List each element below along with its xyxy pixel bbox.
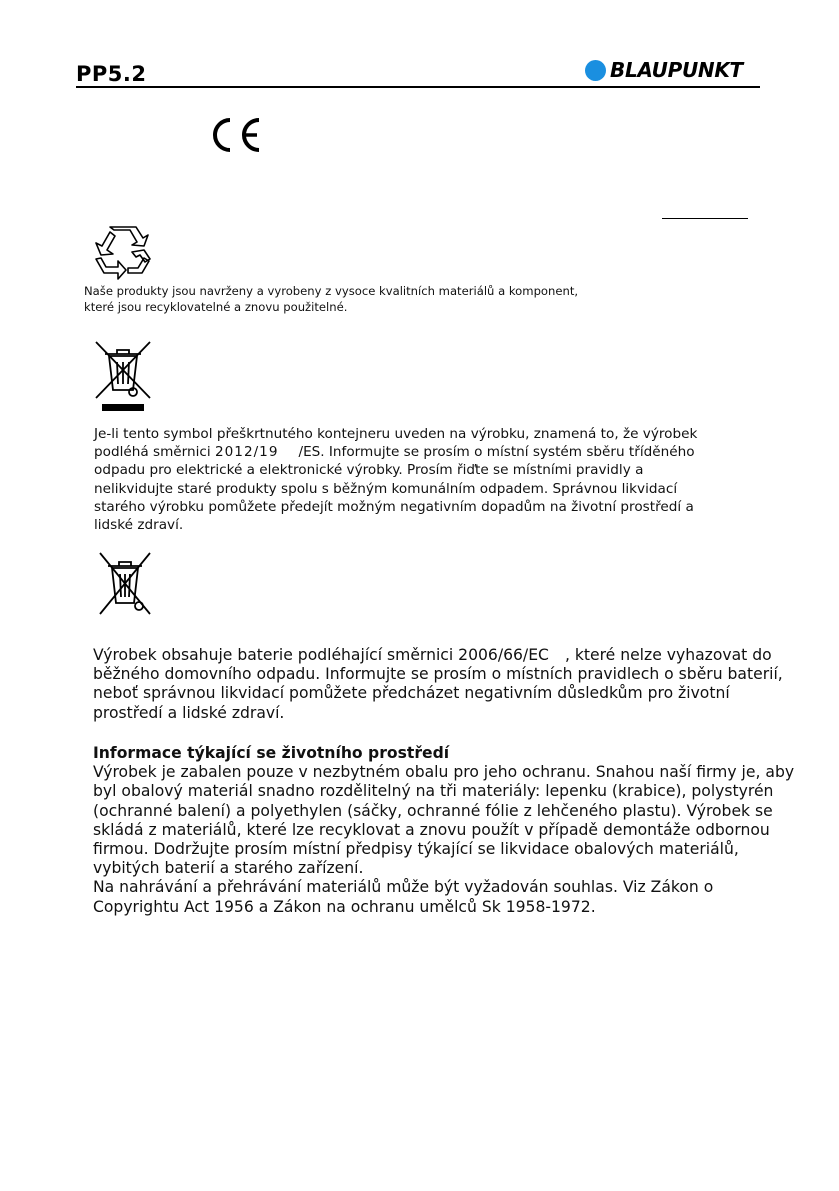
environment-section [93,744,794,917]
directive-tail: /ES. Informujte se prosím o místní systém sběru tříděného [298,444,695,461]
text-line: Je-li tento symbol přeškrtnutého kontejneru uveden na výrobku, znamená to, že výrobek [94,426,698,442]
text-line: byl obalový materiál snadno rozdělitelný na tři materiály: lepenku (krabice), polystyrén [93,782,774,801]
text-line: neboť správnou likvidací pomůžete předcházet negativním důsledkům pro životní [93,684,730,703]
text-line: běžného domovního odpadu. Informujte se prosím o místních pravidlech o sběru baterií, [93,665,783,684]
text-line: odpadu pro elektrické a elektronické výrobky. Prosím řiďte se místními pravidly a [94,462,644,479]
crossed-bin-icon [97,551,153,617]
text-line: které jsou recyklovatelné a znovu použitelné. [84,300,348,314]
text-line: firmou. Dodržujte prosím místní předpisy týkající se likvidace obalových materiálů, [93,840,739,859]
text-line [94,443,697,461]
crossed-bin-bar-icon [93,340,153,412]
battery-lead: Výrobek obsahuje baterie podléhající směrnici [93,646,454,664]
battery-tail: , které nelze vyhazovat do [564,646,772,664]
text-line: Naše produkty jsou navrženy a vyrobeny z vysoce kvalitních materiálů a komponent, [84,284,579,298]
text-line: (ochranné balení) a polyethylen (sáčky, ochranné fólie z lehčeného plastu). Výrobek se [93,801,773,820]
text-line: vybitých baterií a starého zařízení. [93,859,364,878]
text-line: Copyrightu Act 1956 a Zákon na ochranu umělců Sk 1958-1972. [93,897,596,916]
text-line: lidské zdraví. [94,517,184,534]
header-rule [76,86,760,88]
brand-logo [585,58,743,82]
recycle-icon [92,226,152,284]
short-rule [662,218,748,219]
recycle-text [84,283,578,315]
battery-directive: 2006/66/EC [458,646,549,664]
environment-heading: Informace týkající se životního prostředí [93,744,450,762]
text-line: prostředí a lidské zdraví. [93,703,285,722]
model-title: PP5.2 [76,62,147,86]
battery-text [93,646,783,723]
weee-text [94,425,697,534]
text-line: skládá z materiálů, které lze recyklovat a znovu použít v případě demontáže odbornou [93,820,770,839]
text-line: Na nahrávání a přehrávání materiálů může být vyžadován souhlas. Viz Zákon o [93,878,714,897]
text-line: Výrobek je zabalen pouze v nezbytném obalu pro jeho ochranu. Snahou naší firmy je, aby [93,763,795,782]
text-line: nelikvidujte staré produkty spolu s běžným komunálním odpadem. Správnou likvidací [94,480,678,497]
brand-dot-icon [585,60,606,81]
ce-mark-icon [206,116,264,154]
text-line: starého výrobku pomůžete předejít možným negativním dopadům na životní prostředí a [94,498,694,515]
brand-name: BLAUPUNKT [610,58,743,82]
directive-lead: podléhá směrnici [94,444,211,461]
directive-year: 2012/19 [215,444,279,461]
text-line [93,646,783,665]
